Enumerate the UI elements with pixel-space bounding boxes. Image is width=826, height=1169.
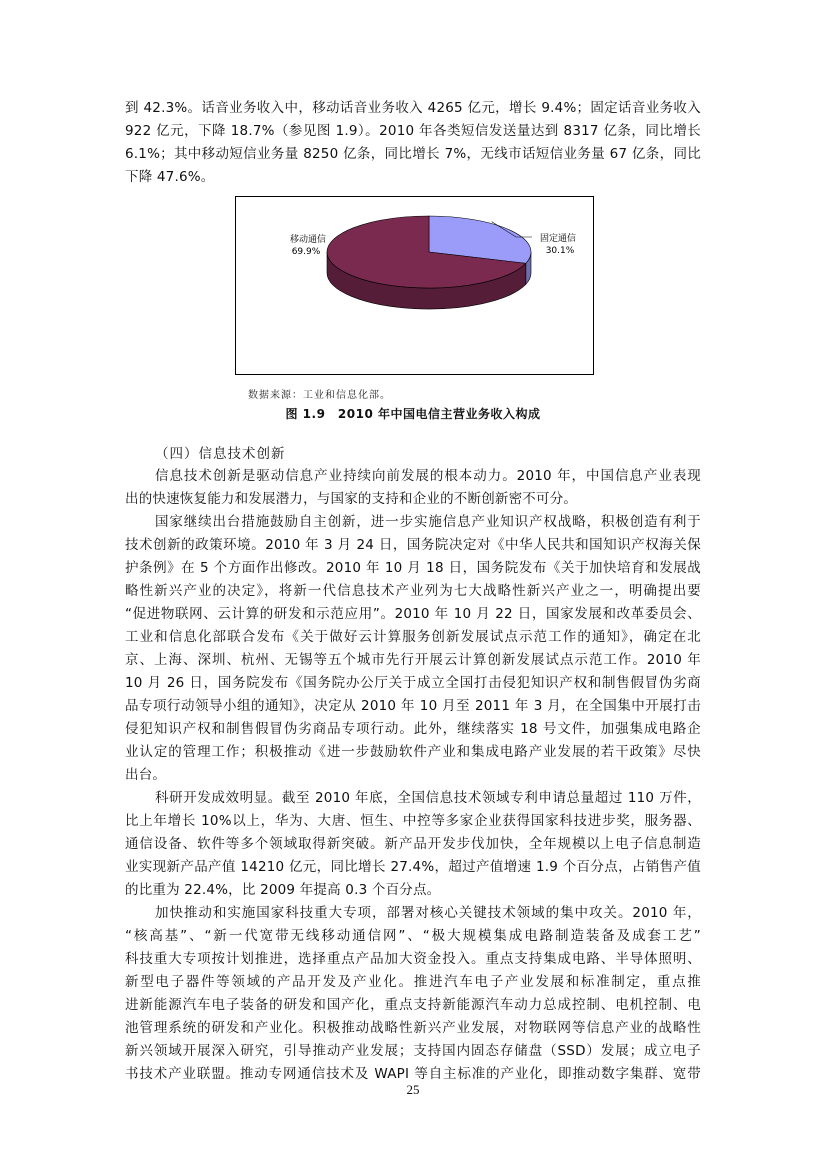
text-line: 京、上海、深圳、杭州、无锡等五个城市先行开展云计算创新发展试点示范工作。2010 年 [125, 652, 701, 668]
text-line: 进新能源汽车电子装备的研发和国产化，重点支持新能源汽车动力总成控制、电机控制、电 [125, 997, 701, 1013]
text-line: 信息技术创新是驱动信息产业持续向前发展的根本动力。2010 年，中国信息产业表现 [155, 468, 701, 484]
text-line: 护条例》在 5 个方面作出修改。2010 年 10 月 18 日，国务院发布《关于加快培育和发展战 [125, 560, 701, 576]
body-text [125, 465, 701, 1086]
figure-source: 数据来源：工业和信息化部。 [248, 390, 391, 401]
text-line: 国家继续出台措施鼓励自主创新，进一步实施信息产业知识产权战略，积极创造有利于 [155, 514, 701, 530]
text-line: 池管理系统的研发和产业化。积极推动战略性新兴产业发展，对物联网等信息产业的战略性 [125, 1020, 701, 1036]
text-line: 下降 47.6%。 [125, 169, 215, 185]
text-line: 品专项行动领导小组的通知》，决定从 2010 年 10 月至 2011 年 3 月，在全国集中开展打击 [125, 698, 701, 714]
text-line: 侵犯知识产权和制售假冒伪劣商品专项行动。此外，继续落实 18 号文件，加强集成电路企 [125, 721, 701, 737]
text-line: 加快推动和实施国家科技重大专项，部署对核心关键技术领域的集中攻关。2010 年， [155, 905, 701, 921]
text-line: 工业和信息化部联合发布《关于做好云计算服务创新发展试点示范工作的通知》，确定在北 [125, 629, 701, 645]
pie-label-mobile: 移动通信 [289, 235, 327, 245]
text-line: “促进物联网、云计算的研发和示范应用”。2010 年 10 月 22 日，国家发展和改革委员会、 [125, 606, 701, 622]
text-line: 技术创新的政策环境。2010 年 3 月 24 日，国务院决定对《中华人民共和国知识产权海关保 [125, 537, 701, 553]
section-title: （四）信息技术创新 [155, 446, 286, 462]
pie-label-mobile-value: 69.9% [291, 247, 321, 257]
text-line: 出的快速恢复能力和发展潜力，与国家的支持和企业的不断创新密不可分。 [125, 491, 578, 507]
text-line: 的比重为 22.4%，比 2009 年提高 0.3 个百分点。 [125, 882, 441, 898]
text-line: 新兴领域开展深入研究，引导推动产业发展；支持国内固态存储盘（SSD）发展；成立电子 [125, 1043, 701, 1059]
text-line: 出台。 [125, 767, 167, 783]
text-line: 922 亿元，下降 18.7%（参见图 1.9）。2010 年各类短信发送量达到 8317 亿条，同比增长 [125, 123, 701, 139]
text-line: 10 月 26 日，国务院发布《国务院办公厅关于成立全国打击侵犯知识产权和制售假冒伪劣商 [125, 675, 701, 691]
text-line: 科技重大专项按计划推进，选择重点产品加大资金投入。重点支持集成电路、半导体照明、 [125, 951, 701, 967]
text-line: 业认定的管理工作；积极推动《进一步鼓励软件产业和集成电路产业发展的若干政策》尽快 [125, 744, 701, 760]
text-line: 新型电子器件等领域的产品开发及产业化。推进汽车电子产业发展和标准制定，重点推 [125, 974, 701, 990]
text-line: 通信设备、软件等多个领域取得新突破。新产品开发步伐加快，全年规模以上电子信息制造 [125, 836, 701, 852]
text-line: 6.1%；其中移动短信业务量 8250 亿条，同比增长 7%，无线市话短信业务量 67 亿条，同比 [125, 146, 701, 162]
text-line: 比上年增长 10%以上，华为、大唐、恒生、中控等多家企业获得国家科技进步奖，服务器、 [125, 813, 701, 829]
text-line: 略性新兴产业的决定》，将新一代信息技术产业列为七大战略性新兴产业之一，明确提出要 [125, 583, 701, 599]
pie-chart [236, 197, 593, 374]
text-line: 业实现新产品产值 14210 亿元，同比增长 27.4%，超过产值增速 1.9 个百分点，占销售产值 [125, 859, 701, 875]
text-line: 书技术产业联盟。推动专网通信技术及 WAPI 等自主标准的产业化，即推动数字集群、宽带 [125, 1066, 701, 1082]
figure-caption: 图 1.9 2010 年中国电信主营业务收入构成 [285, 407, 541, 421]
text-line: 到 42.3%。话音业务收入中，移动话音业务收入 4265 亿元，增长 9.4%；固定话音业务收入 [125, 100, 701, 116]
pie-label-fixed: 固定通信 [539, 234, 577, 244]
intro-paragraph [125, 97, 701, 189]
pie-chart-frame [235, 196, 594, 375]
text-line: “核高基”、“新一代宽带无线移动通信网”、“极大规模集成电路制造装备及成套工艺” [125, 928, 701, 944]
pie-label-fixed-value: 30.1% [545, 246, 575, 256]
page-number: 25 [406, 1082, 420, 1097]
text-line: 科研开发成效明显。截至 2010 年底，全国信息技术领域专利申请总量超过 110 万件， [155, 790, 701, 806]
